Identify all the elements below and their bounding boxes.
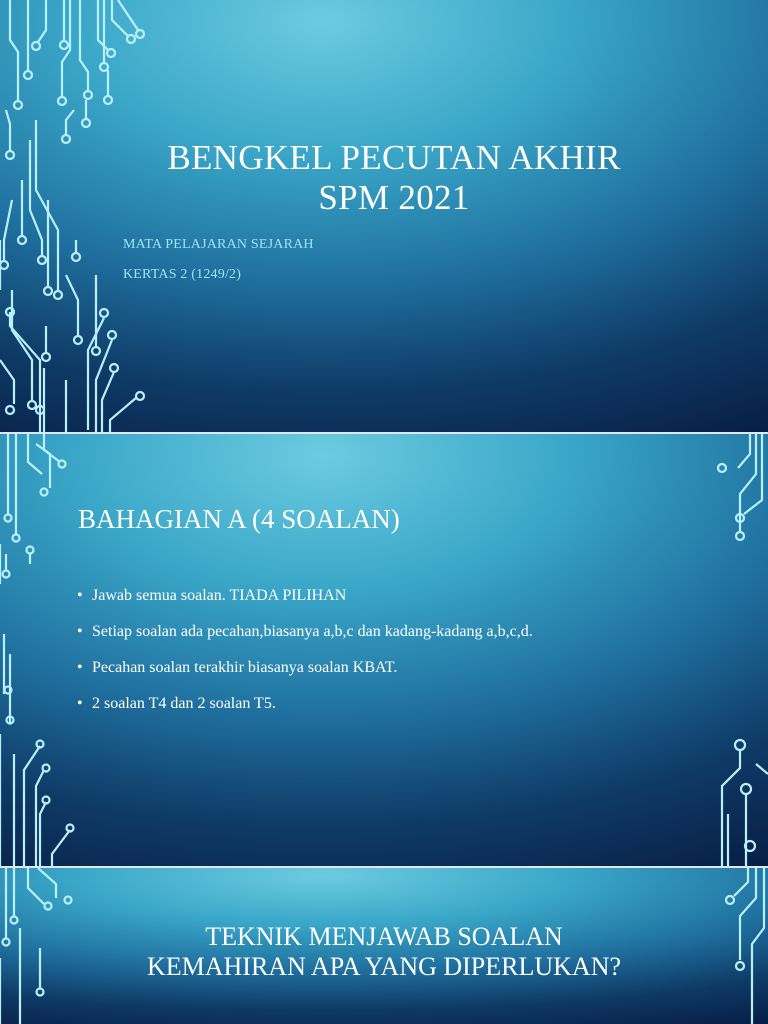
slide1-title xyxy=(84,138,704,218)
slide2-heading: BAHAGIAN A (4 SOALAN) xyxy=(78,504,400,534)
bullet-dot-icon: • xyxy=(77,659,83,676)
section-slide xyxy=(0,868,768,1024)
list-item xyxy=(77,586,533,622)
slide3-title xyxy=(90,922,678,982)
slide2-bullet-list xyxy=(77,586,533,730)
title-slide xyxy=(0,0,768,432)
bullet-dot-icon: • xyxy=(77,587,83,604)
slide1-title-line1: BENGKEL PECUTAN AKHIR xyxy=(167,138,621,177)
slide1-title-line2: SPM 2021 xyxy=(318,178,470,217)
slide3-title-line1: TEKNIK MENJAWAB SOALAN xyxy=(205,922,563,951)
slide3-title-line2: KEMAHIRAN APA YANG DIPERLUKAN? xyxy=(146,952,622,981)
bullet-text: 2 soalan T4 dan 2 soalan T5. xyxy=(92,695,276,712)
bullet-text: Setiap soalan ada pecahan,biasanya a,b,c dan kadang-kadang a,b,c,d. xyxy=(92,623,533,640)
slide1-subtitle-paper: KERTAS 2 (1249/2) xyxy=(123,267,242,282)
bullet-dot-icon: • xyxy=(77,695,83,712)
list-item xyxy=(77,658,533,694)
bullet-text: Jawab semua soalan. TIADA PILIHAN xyxy=(92,587,347,604)
list-item xyxy=(77,694,533,730)
content-slide xyxy=(0,434,768,866)
bullet-text: Pecahan soalan terakhir biasanya soalan KBAT. xyxy=(92,659,398,676)
bullet-dot-icon: • xyxy=(77,623,83,640)
list-item xyxy=(77,622,533,658)
slide1-subtitle-subject: MATA PELAJARAN SEJARAH xyxy=(123,237,314,252)
